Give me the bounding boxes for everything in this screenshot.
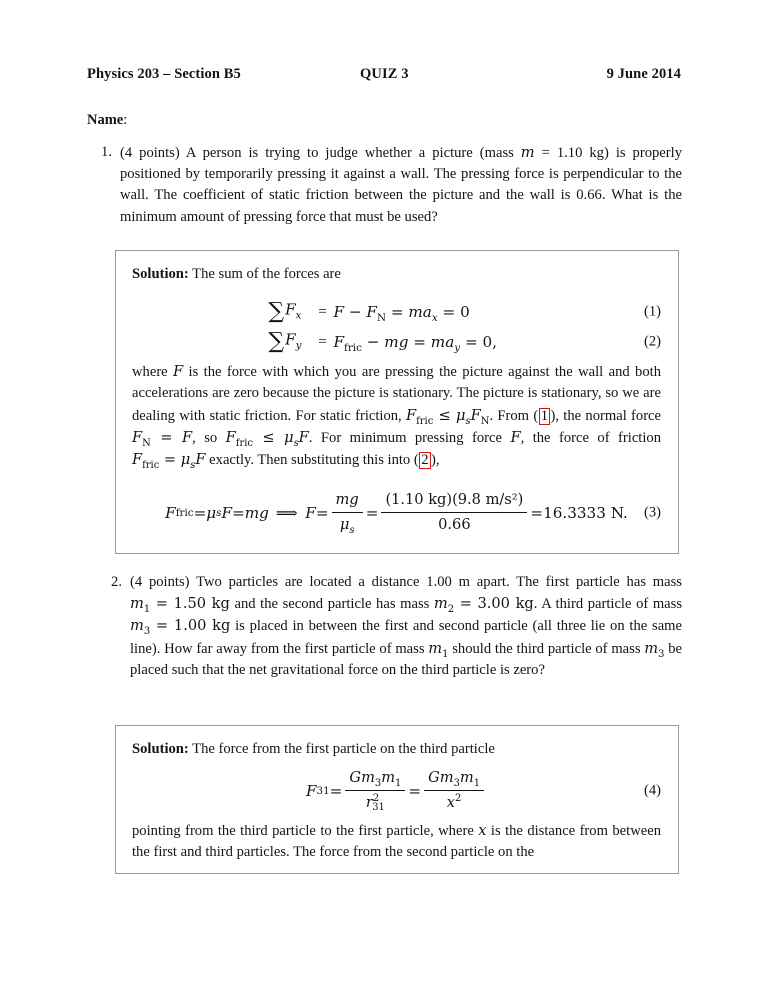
eq3-mg: mg [244,504,269,523]
p2-m3b-sub: 3 [658,648,665,660]
sol1-p2: is the force with which you are pressing the picture against the wall and both accelerations are zero because the picture is stationary. The picture is stationary, so we are dealing with static friction. For static friction, [132,364,661,424]
name-colon: : [123,112,128,128]
header-quiz-title: QUIZ 3 [360,66,409,82]
eq3-frac2-denom: 0.66 [438,515,471,533]
eq4-frac1-sup: 2 [372,792,380,804]
problem-2-m1b [428,639,449,660]
eq4-frac2-G: G [428,769,440,787]
name-field-line [87,112,127,129]
p2-m3-val: = 1.00 kg [150,617,231,635]
sol1-p8: exactly. Then substituting this into [205,452,414,469]
equation-3-block [132,491,661,535]
p2-m1-val: = 1.50 kg [150,595,230,613]
p2-m2-sub: 2 [447,604,455,616]
sol1-FN-eq-rhs: = F [150,428,193,446]
problem-2-text [130,572,682,681]
equation-1-lhs [210,296,312,328]
eq4-frac1-m1-sub: 1 [395,778,402,790]
solution-2-lead-text: The force from the first particle on the third particle [192,741,495,757]
sol1-Ffric2-mu: μ [180,451,191,469]
sol1-ineq1-sub: fric [416,415,434,427]
sol1-ineq1-FN-sub: N [480,415,490,427]
problem-1-points: (4 points) [120,145,180,161]
sol1-Ffric-eq [132,451,206,471]
eq3-eq2: = [232,504,245,523]
p2-m2-val: = 3.00 kg [454,595,534,613]
eq4-frac2-m1-sub: 1 [473,778,481,790]
problem-2-m3 [130,617,231,638]
solution-2-content [116,726,678,874]
equation-3 [132,491,661,535]
problem-1-mass-symbol: m [520,144,535,161]
eq4-frac1-G: G [349,769,362,787]
sol1-F-symbol-2: F [510,428,521,446]
eq4-frac1-m3: m [361,769,375,787]
equation-4-number: (4) [643,782,661,799]
solution-1-lead-text: The sum of the forces are [192,266,341,282]
p2-m1-sym: m [130,595,144,613]
sol2-p2: is the distance from between the first and third particles. The force from the second particle on the [132,823,661,861]
equation-2-number: (2) [643,333,661,350]
p2-m3-sym: m [130,617,144,635]
eq4-frac2-denom [424,791,484,813]
eq3-F-lhs: F [305,504,316,523]
p2-m2-sym: m [433,595,448,613]
problem-2-number: 2. [111,574,122,590]
sol2-x-symbol: x [478,822,487,840]
solution-2-lead [132,739,661,760]
sol1-ineq2-mu: μ [284,428,294,446]
eq3-F: F [221,504,233,523]
sol1-p5: , so [192,429,226,446]
eq4-frac1-sub: 31 [372,802,385,814]
eq4-fraction-2 [424,767,484,812]
sol1-FN-sub: N [142,437,151,449]
eq4-frac1-m3-sub: 3 [374,778,382,790]
sol1-p9: , [435,452,440,469]
eq3-frac1-numer: mg [332,489,363,512]
sol1-F-symbol: F [173,363,184,381]
sol1-ineq1-mu-sub: s [465,415,471,427]
solution-1-lead [132,264,661,285]
equation-1-lhs-sub: x [295,309,302,322]
equation-2-sign: = [318,333,327,351]
eq4-frac2-m1: m [459,769,474,787]
solution-1-label: Solution: [132,266,189,282]
eq4-frac2-m3-sub: 3 [453,778,460,790]
equation-2-lhs-var: F [285,330,296,349]
header-course: Physics 203 – Section B5 [87,66,241,82]
solution-2-paragraph [132,820,661,863]
solution-box-2 [115,725,679,874]
p2-m3b-sym: m [644,639,659,657]
eq3-eq4: = [365,504,379,523]
name-label: Name [87,112,124,128]
sol1-p3: . From [489,407,534,424]
problem-2-m3b [644,639,665,660]
sol1-p4: , the normal force [555,407,662,424]
eq4-F: F [305,782,317,801]
sol1-p7: , the force of friction [520,429,662,446]
problem-2-text-b: and the second particle has mass [229,596,434,613]
sol1-Ffric2-eq: = [159,451,181,469]
eq4-frac2-numer [424,767,484,790]
sum-symbol-2: ∑ [268,329,285,355]
sol1-ineq-2 [225,428,309,449]
equation-1-sign: = [318,303,327,321]
problem-1-text [120,142,682,228]
eq3-eq1: = [193,504,207,523]
sol1-p6: . For minimum pressing force [308,429,511,446]
sol1-ineq2-mu-sub: s [293,437,299,449]
eq4-frac1-m1: m [381,769,396,787]
header-date: 9 June 2014 [606,66,681,82]
sol1-Ffric2-F: F [195,451,206,469]
equation-3-expression: F fric = μ s F = mg ⟹ F = $\frac{mg}{\mu_s}$ = $\frac{\text{(1.10 kg)(9.8 m/s²)}}{0.66}$ = 16.3333 N. [165,491,628,536]
equation-2-rhs: $F_{fric}$ − mg = $ma_y = 0$, [333,333,497,355]
problem-2-text-f: be placed such that the net gravitational force on the third particle is zero? [130,640,682,678]
sol1-ineq-1 [405,406,490,427]
problem-2-points: (4 points) [130,574,190,590]
sol2-p1: pointing from the third particle to the first particle, where [132,823,479,840]
problem-2 [100,572,682,681]
sol1-ineq1-mu: μ [456,406,466,424]
equation-1-rhs: $F - F_N = ma_x = 0$ [333,303,470,325]
equation-2-lhs [210,326,312,358]
equation-3-number: (3) [643,504,661,521]
p2-m3-sub: 3 [143,626,151,638]
p2-m1-sub: 1 [143,604,151,616]
problem-1-text-a: A person is trying to judge whether a picture (mass [185,145,521,161]
eq3-fraction-2 [381,489,527,534]
sol1-Ffric2-sub: fric [142,460,160,471]
eq3-frac1-denom [332,513,363,535]
problem-1-mass-value: 1.10 kg [556,145,604,161]
equation-2-lhs-sub: y [295,339,302,352]
sol1-FN-eq [132,428,193,449]
sol1-ineq1-FN: F [470,406,481,424]
eq3-eq5: = [530,504,544,523]
page-header [87,66,681,83]
eq3-mu: μ [206,504,217,523]
problem-2-text-c: . A third particle of mass [533,596,683,613]
eq3-implies: ⟹ [275,504,299,523]
eq3-frac1-mu-sub: s [349,524,355,536]
p2-m1b-sub: 1 [442,648,449,660]
problem-1-text-b: ) is properly positioned by temporarily pressing it against a wall. The pressing force is perpendicular to the wall. The coefficient of static friction between the picture and the wall is 0.66. What is the minimum amount of pressing force that must be used? [120,145,682,225]
problem-2-m1 [130,595,230,616]
problem-2-text-e: should the third particle of mass [448,640,645,657]
sol1-ineq1-op: ≤ [433,406,457,424]
equation-1-lhs-var: F [285,300,296,319]
sol1-ineq1-F: F [405,406,417,424]
problem-1-number: 1. [101,144,112,160]
sol1-ineq2-sub: fric [235,437,253,449]
solution-1-paragraph: where F is the force with which you are pressing the picture against the wall and both accelerations are zero because the picture is stationary. The picture is stationary, so we are dealing with static friction. For static friction, $F_{fric} \le \mu_sF_N$. From ( 1 ), the normal force $F_N = F$, so $F_{fric} \le \mu_sF$. For minimum pressing force F, the force of friction $F_{fric} = \mu_sF$ exactly. Then substituting this into ( 2 ), [132,363,662,471]
eq4-frac2-x: x [446,793,455,811]
eq3-fraction-1 [332,489,363,534]
eq4-frac1-denom [345,791,405,813]
sum-symbol: ∑ [268,299,285,325]
sol1-p1: where [132,364,174,381]
equation-reference-1[interactable]: 1 [540,407,548,424]
problem-2-m2 [433,595,534,616]
sol1-FN-lhs: F [132,428,143,446]
eq3-frac1-mu: μ [339,515,350,533]
equation-4 [132,770,661,812]
equation-4-expression: F 31 = $\frac{Gm_3m_1}{r^2_{31}}$ = $\frac{Gm_3m_1}{x^2}$ [306,769,487,814]
problem-2-text-a: Two particles are located a distance 1.00 m apart. The first particle has mass [196,574,682,590]
equation-2 [132,329,661,355]
eq3-frac2-numer: (1.10 kg)(9.8 m/s²) [381,489,527,512]
equation-group-1 [132,299,661,355]
problem-2-text-d: is placed in between the first and second particle (all three lie on the same line). How far away from the first particle of mass [130,618,683,657]
eq4-fraction-1 [345,767,405,812]
solution-2-label: Solution: [132,741,189,757]
sol1-Ffric2-mu-sub: s [190,460,196,471]
eq4-frac1-numer [345,767,405,790]
eq4-frac1-r: r [365,793,373,811]
p2-m1b-sym: m [428,639,443,657]
equation-4-block [132,770,661,812]
equation-1 [132,299,661,325]
eq4-eq2: = [408,782,422,801]
eq4-frac2-m3: m [439,769,454,787]
eq3-Ffric: F [165,504,176,523]
sol1-ineq2-F2: F [298,428,309,446]
problem-1 [90,142,682,228]
solution-box-1 [115,250,679,554]
sol1-ineq2-op: ≤ [252,428,285,446]
equation-reference-2[interactable]: 2 [421,452,429,469]
eq3-result: 16.3333 N. [543,504,628,523]
solution-1-content [116,251,678,551]
sol1-Ffric2: F [132,451,143,469]
eq4-eq1: = [329,782,343,801]
eq4-frac2-sup: 2 [455,792,462,804]
equation-1-number: (1) [643,303,661,320]
problem-1-mass-eq: = [534,145,557,161]
eq3-eq3: = [315,504,329,523]
sol1-ineq2-F: F [225,428,236,446]
